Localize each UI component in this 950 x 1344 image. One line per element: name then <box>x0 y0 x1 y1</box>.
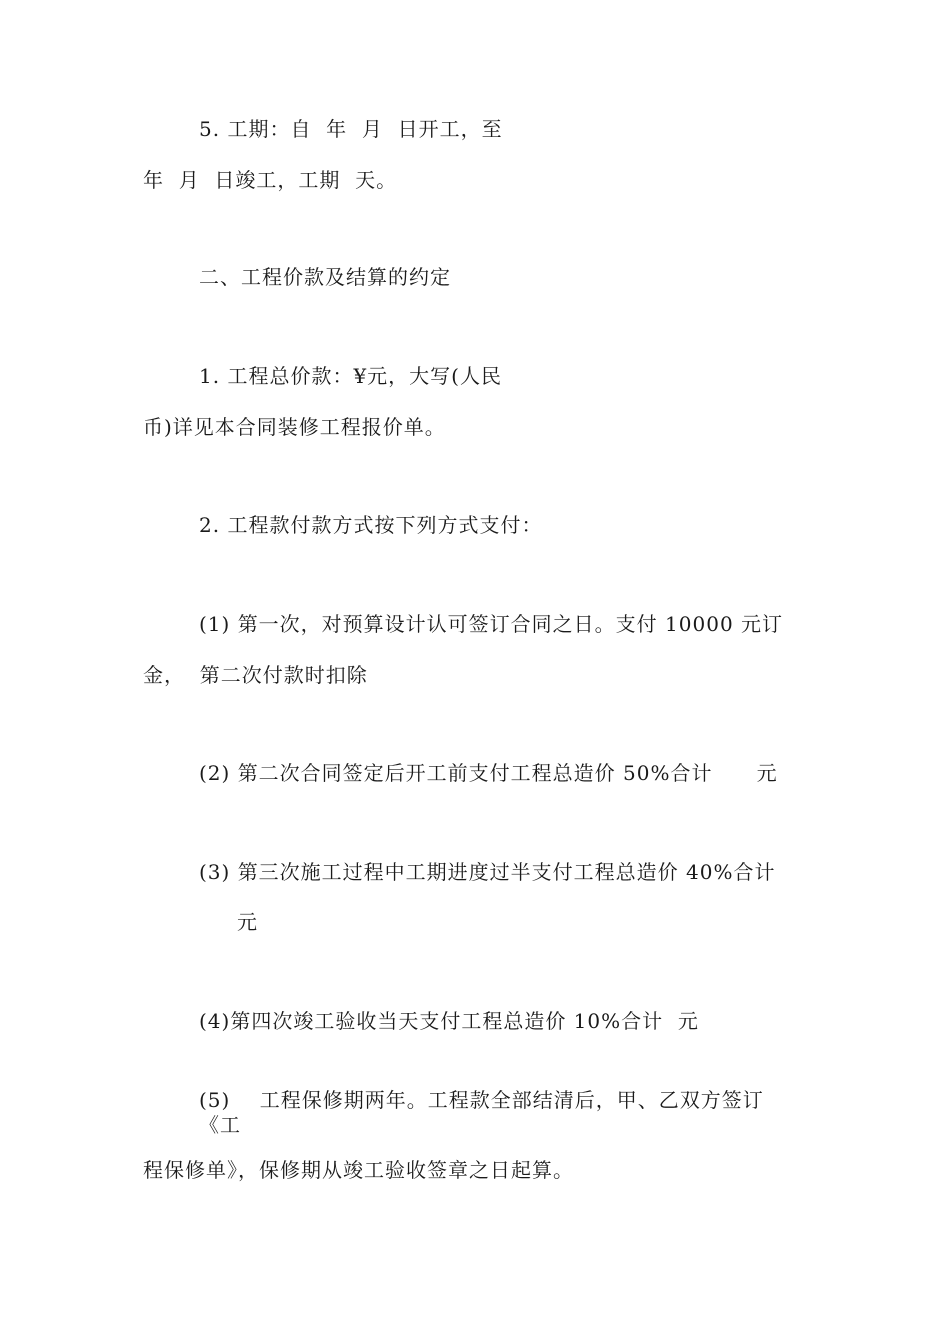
pay1-line1: (1) 第一次，对预算设计认可签订合同之日。支付 10000 元订 <box>199 612 784 636</box>
pay1-line2: 金， 第二次付款时扣除 <box>143 663 368 687</box>
pay2-line1: (2) 第二次合同签定后开工前支付工程总造价 50%合计 元 <box>199 761 778 785</box>
item5-line2: 年 月 日竣工，工期 天。 <box>143 168 398 192</box>
payment-method-line: 2. 工程款付款方式按下列方式支付： <box>199 513 543 537</box>
pay4-line1: (4)第四次竣工验收当天支付工程总造价 10%合计 元 <box>199 1009 699 1033</box>
total-price-line1: 1. 工程总价款：¥元，大写(人民 <box>199 364 502 388</box>
pay3-line1: (3) 第三次施工过程中工期进度过半支付工程总造价 40%合计 <box>199 860 776 884</box>
pay5-line1: (5) 工程保修期两年。工程款全部结清后，甲、乙双方签订 <box>199 1088 764 1112</box>
item5-line1: 5. 工期：自 年 月 日开工，至 <box>199 117 503 141</box>
pay3-line2: 元 <box>237 910 258 934</box>
total-price-line2: 币)详见本合同装修工程报价单。 <box>143 415 446 439</box>
section2-heading: 二、工程价款及结算的约定 <box>199 265 451 289</box>
pay5-line3: 程保修单》，保修期从竣工验收签章之日起算。 <box>143 1158 574 1182</box>
pay5-line2: 《工 <box>199 1113 241 1137</box>
